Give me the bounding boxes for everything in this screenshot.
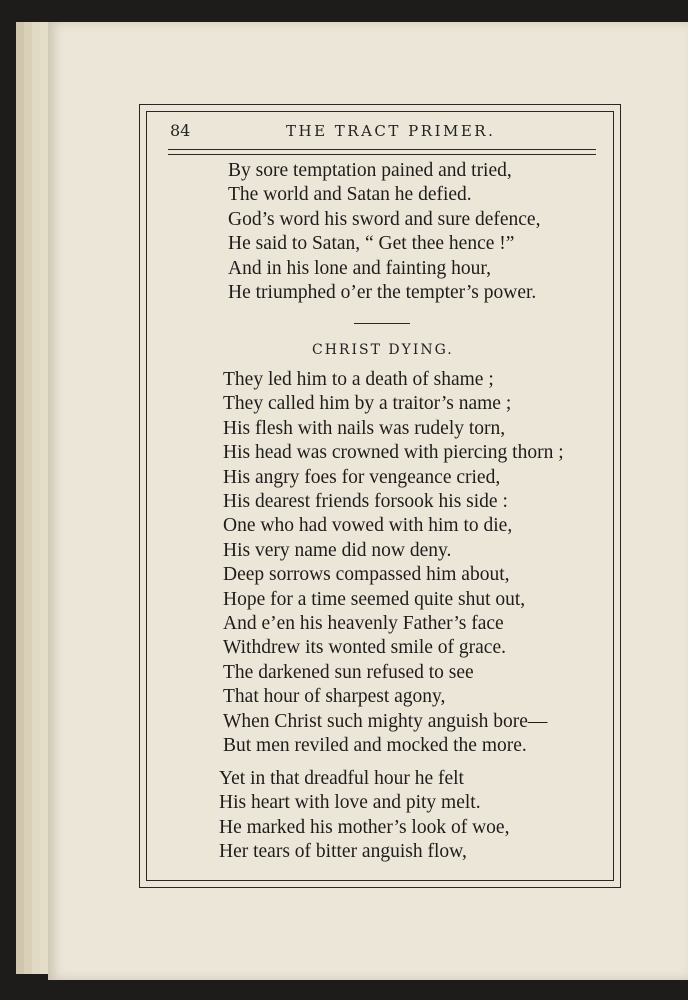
poem-line: His dearest friends forsook his side : (223, 491, 508, 513)
poem-line: But men reviled and mocked the more. (223, 735, 527, 757)
poem-line: His angry foes for vengeance cried, (223, 466, 501, 488)
poem-line: And in his lone and fainting hour, (228, 257, 491, 279)
header-double-rule (168, 149, 596, 155)
poem-line: The world and Satan he defied. (228, 184, 472, 206)
poem-line: And e’en his heavenly Father’s face (223, 613, 504, 635)
poem-line: One who had vowed with him to die, (223, 515, 513, 537)
poem-line: God’s word his sword and sure defence, (228, 208, 541, 230)
poem-line: His heart with love and pity melt. (219, 792, 481, 814)
poem-line: His very name did now deny. (223, 539, 452, 561)
poem-line: They called him by a traitor’s name ; (223, 393, 512, 415)
poem-line: He said to Satan, “ Get thee hence !” (228, 233, 515, 255)
page-header (166, 116, 596, 146)
section-separator (354, 323, 410, 324)
poem-line: The darkened sun refused to see (223, 661, 474, 683)
section-title: CHRIST DYING. (312, 342, 454, 358)
page-number: 84 (170, 121, 191, 140)
poem-line: His flesh with nails was rudely torn, (223, 417, 506, 439)
poem-line: Her tears of bitter anguish flow, (219, 841, 467, 863)
poem-line: Hope for a time seemed quite shut out, (223, 588, 526, 610)
poem-line: Withdrew its wonted smile of grace. (223, 637, 506, 659)
poem-stanza-temptation (228, 159, 540, 305)
poem-line: When Christ such mighty anguish bore— (223, 710, 548, 732)
poem-line: He triumphed o’er the tempter’s power. (228, 282, 537, 304)
poem-line: They led him to a death of shame ; (223, 369, 494, 390)
poem-line: Yet in that dreadful hour he felt (219, 768, 464, 789)
poem-stanza-dreadful-hour (219, 767, 509, 865)
poem-stanza-christ-dying (223, 368, 564, 759)
poem-line: Deep sorrows compassed him about, (223, 564, 510, 586)
running-head: THE TRACT PRIMER. (286, 122, 496, 140)
poem-line: He marked his mother’s look of woe, (219, 816, 510, 838)
poem-line: His head was crowned with piercing thorn ; (223, 442, 564, 464)
poem-line: By sore temptation pained and tried, (228, 160, 512, 181)
poem-line: That hour of sharpest agony, (223, 686, 446, 708)
